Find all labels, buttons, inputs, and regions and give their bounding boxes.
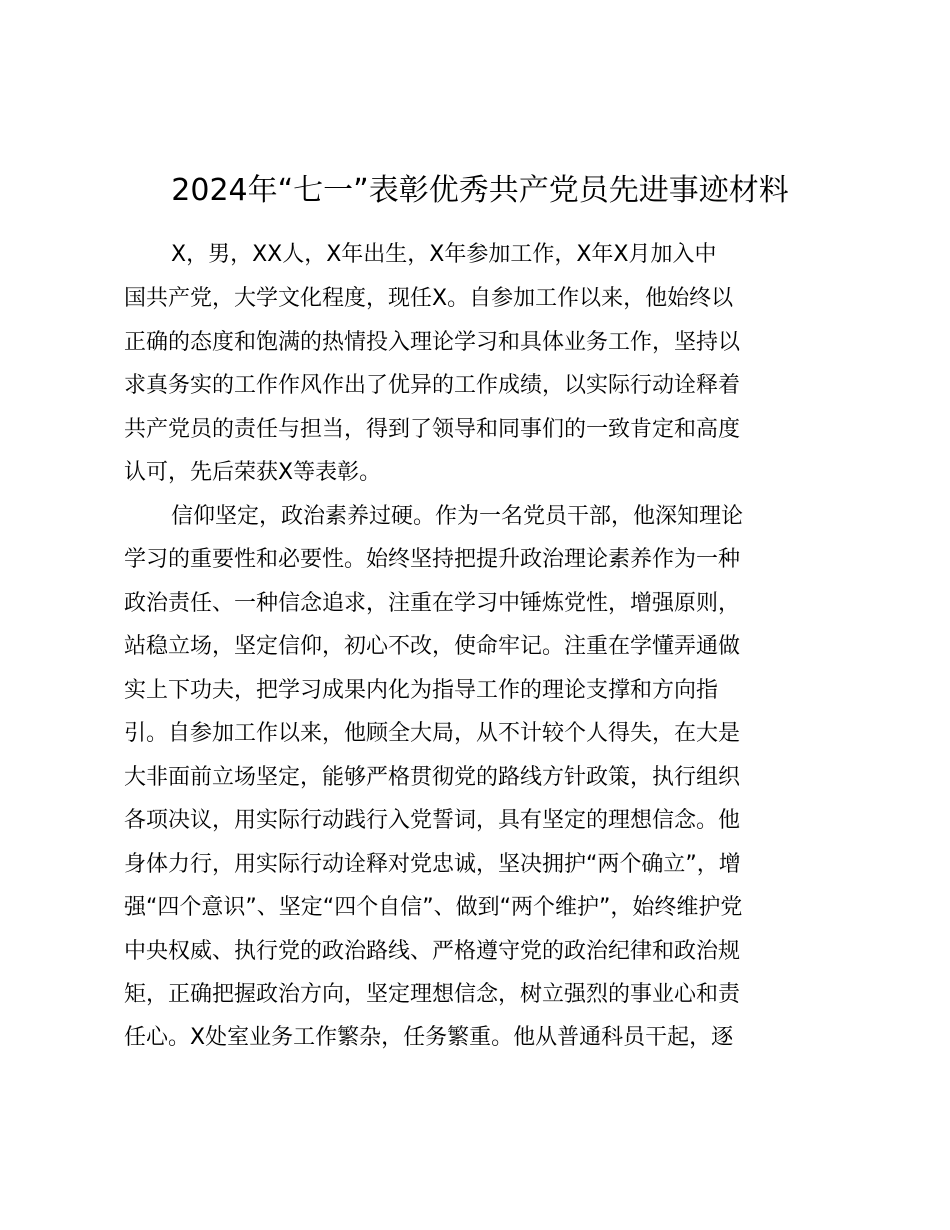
paragraph-line: 大非面前立场坚定，能够严格贯彻党的路线方针政策，执行组织 bbox=[124, 765, 741, 790]
paragraph-line: 强“四个意识”、坚定“四个自信”、做到“两个维护”，始终维护党 bbox=[124, 895, 743, 920]
paragraph-line: 信仰坚定，政治素养过硬。作为一名党员干部，他深知理论 bbox=[171, 504, 744, 529]
paragraph-line: 引。自参加工作以来，他顾全大局，从不计较个人得失，在大是 bbox=[124, 721, 741, 746]
paragraph-line: 站稳立场，坚定信仰，初心不改，使命牢记。注重在学懂弄通做 bbox=[124, 634, 741, 659]
paragraph-line: 认可，先后荣获X等表彰。 bbox=[124, 460, 382, 485]
paragraph-line: 政治责任、一种信念追求，注重在学习中锤炼党性，增强原则， bbox=[124, 591, 741, 616]
paragraph-line: 正确的态度和饱满的热情投入理论学习和具体业务工作，坚持以 bbox=[124, 330, 741, 355]
paragraph-line: X，男，XX人，X年出生，X年参加工作，X年X月加入中 bbox=[171, 242, 717, 267]
paragraph-line: 求真务实的工作作风作出了优异的工作成绩，以实际行动诠释着 bbox=[124, 373, 741, 398]
paragraph-line: 任心。X处室业务工作繁杂，任务繁重。他从普通科员干起，逐 bbox=[124, 1025, 734, 1050]
paragraph-line: 各项决议，用实际行动践行入党誓词，具有坚定的理想信念。他 bbox=[124, 808, 741, 833]
paragraph-line: 学习的重要性和必要性。始终坚持把提升政治理论素养作为一种 bbox=[124, 547, 741, 572]
paragraph-line: 国共产党，大学文化程度，现任X。自参加工作以来，他始终以 bbox=[124, 286, 734, 311]
paragraph-line: 实上下功夫，把学习成果内化为指导工作的理论支撑和方向指 bbox=[124, 678, 719, 703]
document-title: 2024年“七一”表彰优秀共产党员先进事迹材料 bbox=[171, 173, 789, 208]
paragraph-line: 矩，正确把握政治方向，坚定理想信念，树立强烈的事业心和责 bbox=[124, 982, 741, 1007]
paragraph-line: 身体力行，用实际行动诠释对党忠诚，坚决拥护“两个确立”，增 bbox=[124, 852, 741, 877]
paragraph-line: 中央权威、执行党的政治路线、严格遵守党的政治纪律和政治规 bbox=[124, 939, 741, 964]
paragraph-line: 共产党员的责任与担当，得到了领导和同事们的一致肯定和高度 bbox=[124, 417, 741, 442]
